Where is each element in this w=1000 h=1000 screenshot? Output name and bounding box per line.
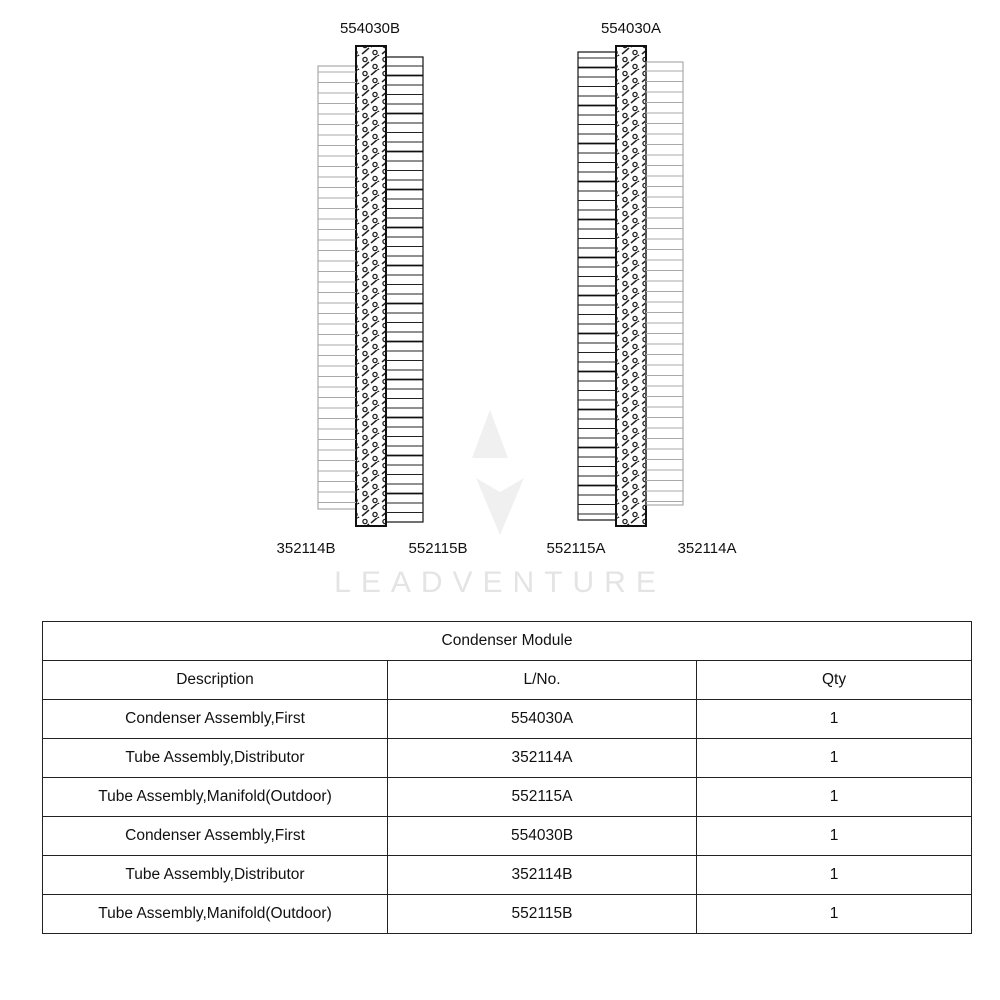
manifold-tube-552115B	[386, 57, 423, 522]
cell-qty: 1	[697, 700, 972, 739]
column-header-description: Description	[43, 661, 388, 700]
cell-qty: 1	[697, 856, 972, 895]
cell-qty: 1	[697, 895, 972, 934]
cell-description: Condenser Assembly,First	[43, 700, 388, 739]
column-header-qty: Qty	[697, 661, 972, 700]
cell-description: Tube Assembly,Distributor	[43, 856, 388, 895]
condenser-core-554030A	[616, 46, 646, 526]
cell-qty: 1	[697, 778, 972, 817]
label-554030B: 554030B	[339, 20, 401, 37]
table-row	[43, 778, 972, 817]
label-352114B: 352114B	[276, 540, 336, 557]
cell-lno: 552115B	[388, 895, 697, 934]
cell-description: Tube Assembly,Manifold(Outdoor)	[43, 895, 388, 934]
distributor-tube-352114B	[318, 66, 356, 509]
cell-description: Condenser Assembly,First	[43, 817, 388, 856]
cell-lno: 352114A	[388, 739, 697, 778]
table-row	[43, 817, 972, 856]
watermark-text: LEADVENTURE	[334, 566, 666, 599]
label-552115B: 552115B	[408, 540, 468, 557]
cell-lno: 552115A	[388, 778, 697, 817]
table-row	[43, 856, 972, 895]
cell-description: Tube Assembly,Distributor	[43, 739, 388, 778]
table-title: Condenser Module	[43, 622, 972, 661]
table-row	[43, 739, 972, 778]
table-row	[43, 700, 972, 739]
parts-table	[42, 621, 972, 934]
label-352114A: 352114A	[677, 540, 737, 557]
table-title-row	[43, 622, 972, 661]
cell-lno: 554030B	[388, 817, 697, 856]
table-header-row	[43, 661, 972, 700]
cell-lno: 352114B	[388, 856, 697, 895]
cell-lno: 554030A	[388, 700, 697, 739]
label-552115A: 552115A	[546, 540, 606, 557]
label-554030A: 554030A	[600, 20, 662, 37]
cell-qty: 1	[697, 817, 972, 856]
cell-description: Tube Assembly,Manifold(Outdoor)	[43, 778, 388, 817]
condenser-core-554030B	[356, 46, 386, 526]
table-row	[43, 895, 972, 934]
cell-qty: 1	[697, 739, 972, 778]
column-header-lno: L/No.	[388, 661, 697, 700]
